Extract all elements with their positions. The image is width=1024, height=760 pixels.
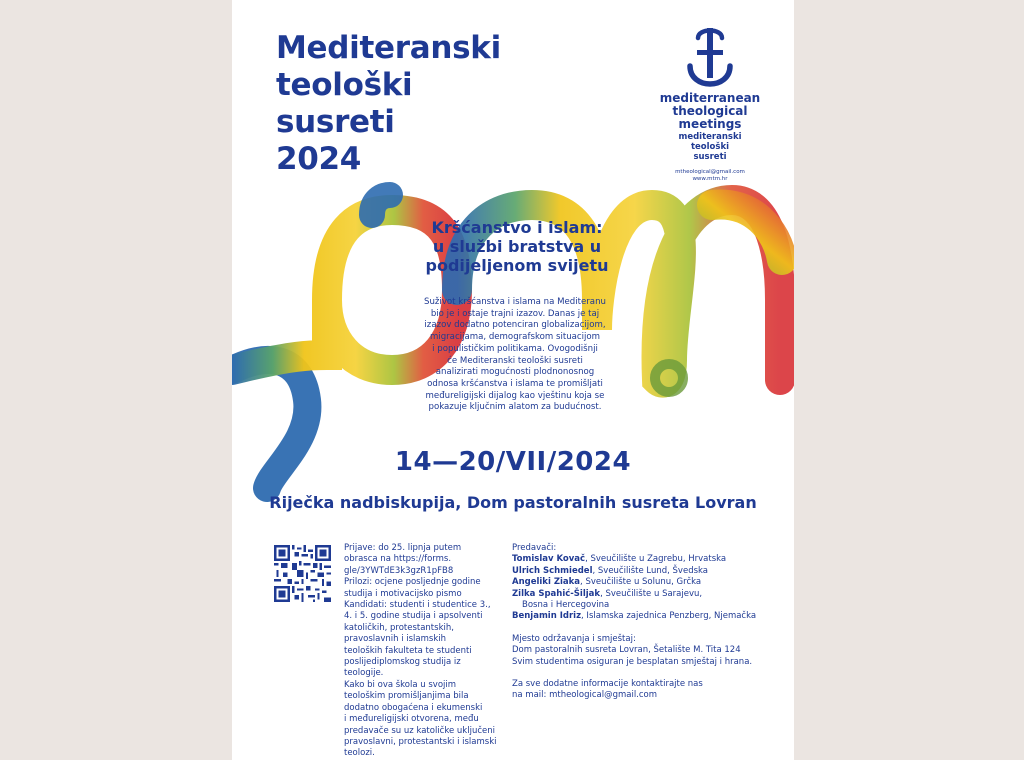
speaker-name: Zilka Spahić-Šiljak: [512, 588, 601, 599]
speaker-name: Angeliki Ziaka: [512, 577, 581, 588]
application-info: [344, 543, 502, 760]
anchor-cross-icon: [684, 20, 736, 92]
speaker-name: Tomislav Kovač: [512, 554, 586, 565]
speakers-heading: Predavači:: [512, 543, 557, 553]
info-line: dodatno obogaćena i ekumenski: [344, 702, 483, 713]
logo-web[interactable]: www.mtm.hr: [692, 176, 728, 182]
subtitle-line: Kršćanstvo i islam:: [431, 218, 603, 237]
blurb-line: bio je i ostaje trajni izazov. Danas je taj: [430, 308, 600, 319]
blurb-line: pokazuje ključnim alatom za budućnost.: [428, 402, 602, 413]
logo-email[interactable]: mtheological@gmail.com: [675, 169, 745, 175]
speaker-affiliation: , Sveučilište u Zagrebu, Hrvatska: [585, 554, 727, 565]
info-line: pravoslavnih i islamskih: [344, 634, 446, 645]
info-line: 4. i 5. godine studija i apsolventi: [344, 611, 483, 622]
right-margin: [794, 0, 1024, 760]
blurb-line: Suživot kršćanstva i islama na Mediteranu: [424, 297, 606, 307]
info-line: teolozi.: [344, 748, 375, 759]
location-line: Mjesto održavanja i smještaj:: [512, 633, 636, 644]
blurb-line: migracijama, demografskom situacijom: [429, 332, 601, 343]
blurb-line: analizirati mogućnosti plodnonosnog: [435, 367, 595, 378]
logo-name-en: [650, 92, 770, 131]
subtitle-line: u službi bratstva u: [432, 237, 602, 256]
logo-contact: [650, 169, 770, 183]
contact-email[interactable]: na mail: mtheological@gmail.com: [512, 690, 658, 701]
event-dates: 14—20/VII/2024: [394, 447, 632, 477]
location-line: Svim studentima osiguran je besplatan smještaj i hrana.: [512, 656, 753, 667]
speaker-row: [512, 577, 792, 588]
blurb-line: će Mediteranski teološki susreti: [447, 355, 583, 366]
event-venue: Riječka nadbiskupija, Dom pastoralnih susreta Lovran: [269, 493, 757, 512]
poster: [232, 0, 794, 760]
event-title: [276, 30, 536, 178]
logo-line: mediterranean: [659, 91, 761, 105]
info-line: katoličkih, protestantskih,: [344, 622, 454, 633]
info-line: Prijave: do 25. lipnja putem: [344, 543, 462, 553]
info-line: teoloških fakulteta te studenti: [344, 645, 472, 656]
logo-line: theological: [672, 104, 748, 118]
qr-code-icon[interactable]: [274, 545, 331, 602]
info-link[interactable]: obrasca na https://forms.: [344, 554, 452, 565]
spacer: [512, 623, 792, 634]
speaker-affiliation: , Sveučilište u Solunu, Grčka: [580, 577, 702, 588]
location-line: Dom pastoralnih susreta Lovran, Šetalište M. Tita 124: [512, 645, 741, 656]
title-year: 2024: [276, 141, 362, 177]
info-line: teološkim promišljanjima bila: [344, 691, 469, 702]
logo-line: susreti: [693, 152, 727, 162]
info-line: Kandidati: studenti i studentice 3.,: [344, 600, 491, 611]
info-line: studija i motivacijsko pismo: [344, 588, 462, 599]
speaker-affiliation-cont: Bosna i Hercegovina: [522, 600, 610, 611]
info-line: i međureligijski otvorena, među: [344, 714, 479, 725]
speaker-row: [512, 566, 792, 577]
blurb-line: odnosa kršćanstva i islama te promišljati: [427, 378, 603, 389]
theme-subtitle: [397, 218, 637, 275]
logo-line: mediteranski: [678, 132, 742, 142]
blurb-line: međureligijski dijalog kao vještinu koja se: [425, 390, 605, 401]
spacer: [512, 668, 792, 679]
info-line: poslijediplomskog studija iz teologije.: [344, 657, 461, 679]
mtm-logo: [650, 20, 770, 183]
title-line: susreti: [276, 104, 395, 140]
speaker-name: Ulrich Schmiedel: [512, 565, 593, 576]
info-line: pravoslavni, protestantski i islamski: [344, 736, 497, 747]
logo-line: teološki: [690, 142, 730, 152]
info-line: predavače su uz katoličke uključeni: [344, 725, 495, 736]
blurb-line: izazov dodatno potenciran globalizacijom,: [424, 320, 606, 331]
speaker-affiliation: , Sveučilište Lund, Švedska: [592, 565, 709, 576]
speaker-name: Benjamin Idriz: [512, 611, 582, 622]
speaker-row: [512, 611, 792, 622]
speaker-affiliation: , Sveučilište u Sarajevu,: [600, 588, 703, 599]
speaker-row: [512, 589, 792, 600]
blurb-line: i populističkim politikama. Ovogodišnji: [432, 343, 598, 354]
subtitle-line: podijeljenom svijetu: [425, 256, 609, 275]
title-line: Mediteranski: [276, 30, 501, 66]
logo-name-hr: [650, 132, 770, 162]
info-link[interactable]: gle/3YWTdE3k3gzR1pFB8: [344, 565, 454, 576]
theme-description: [390, 297, 640, 414]
speaker-row: [512, 554, 792, 565]
info-line: Prilozi: ocjene posljednje godine: [344, 577, 481, 588]
left-margin: [0, 0, 232, 760]
speakers-and-location: [512, 543, 792, 702]
info-line: Kako bi ova škola u svojim: [344, 679, 457, 690]
contact-line: Za sve dodatne informacije kontaktirajte nas: [512, 679, 703, 690]
title-line: teološki: [276, 67, 413, 103]
speaker-affiliation: , Islamska zajednica Penzberg, Njemačka: [581, 611, 757, 622]
logo-line: meetings: [678, 117, 742, 131]
